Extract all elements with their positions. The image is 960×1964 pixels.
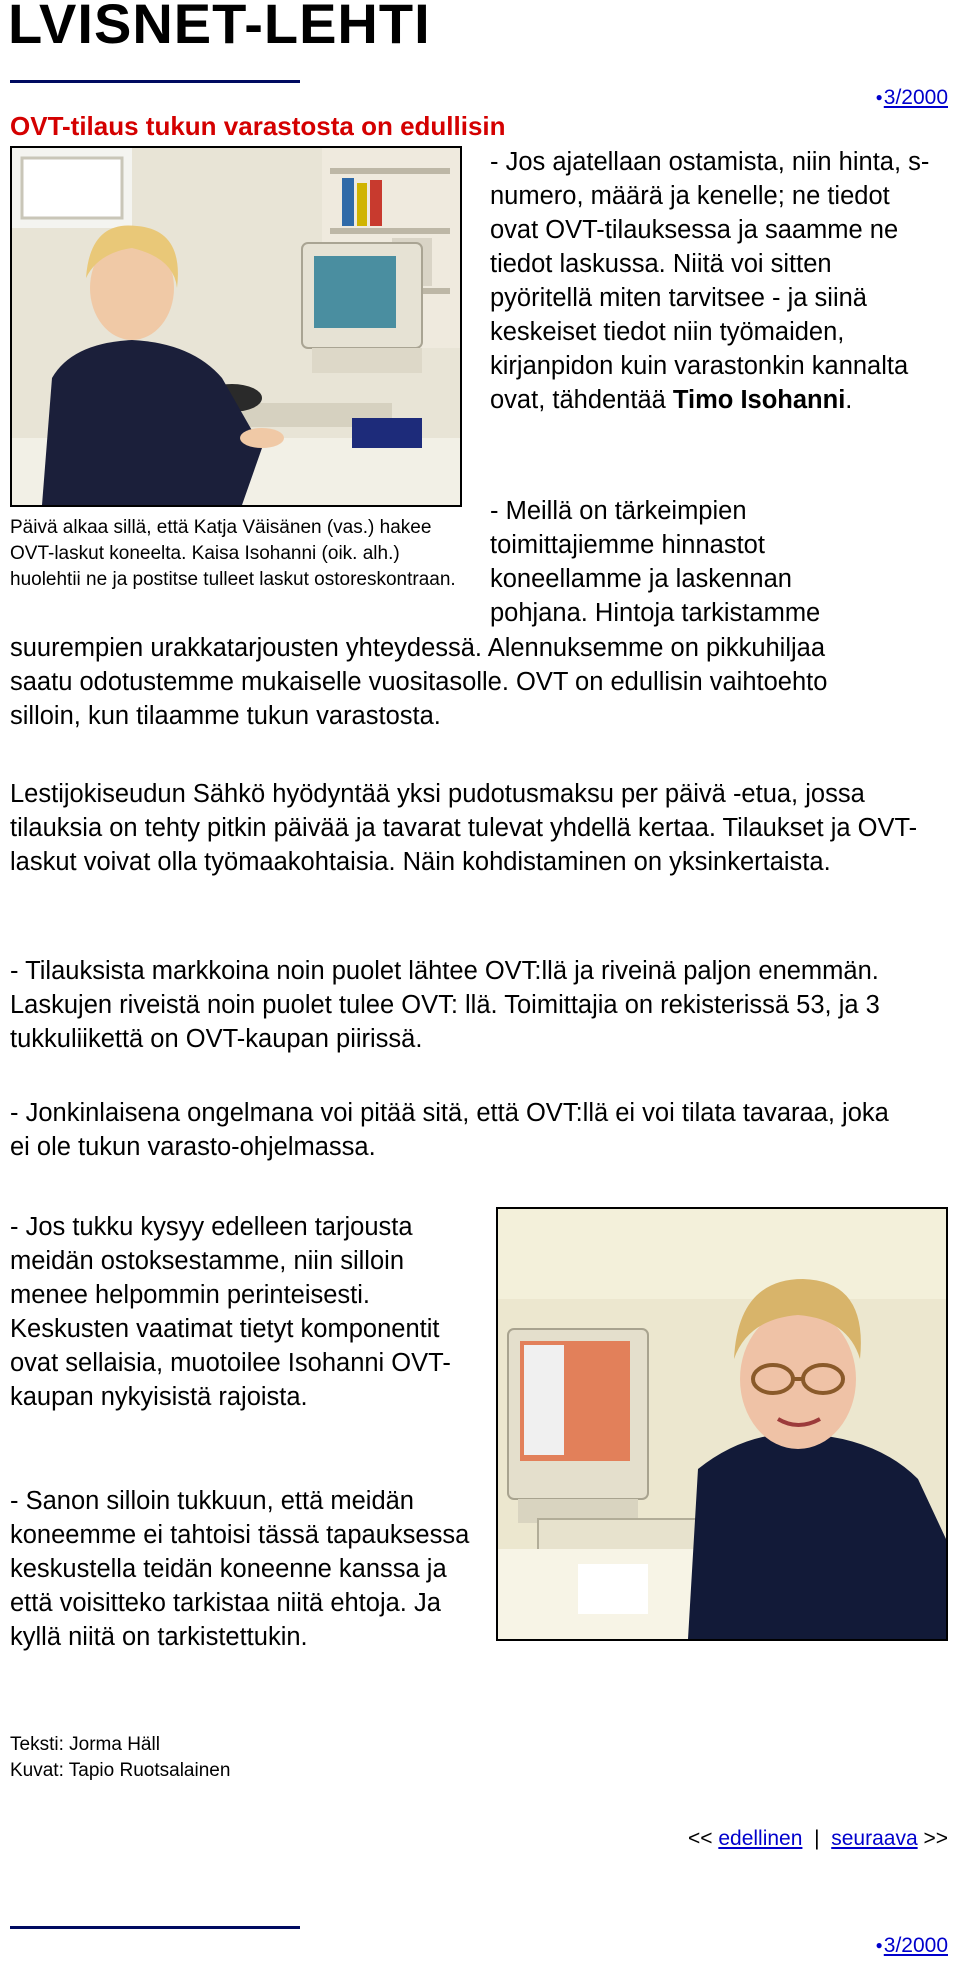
photo-1-illustration (12, 148, 460, 505)
prev-arrows: << (687, 1827, 713, 1850)
credit-text: Teksti: Jorma Häll (10, 1734, 160, 1755)
next-link[interactable]: seuraava (831, 1827, 918, 1850)
prev-link[interactable]: edellinen (718, 1827, 803, 1850)
paragraph-2-line: toimittajiemme hinnastot (490, 531, 765, 559)
footer-rule (10, 1926, 300, 1929)
paragraph-2-line: pohjana. Hintoja tarkistamme (490, 599, 821, 627)
paragraph-2-line: - Meillä on tärkeimpien (490, 497, 747, 525)
article-navigation (688, 1827, 948, 1851)
paragraph-3: Lestijokiseudun Sähkö hyödyntää yksi pudotusmaksu per päivä -etua, jossa tilauksia on tehty pitkin päivää ja tavarat tulevat yhdellä kertaa. Tilaukset ja OVT-laskut voivat olla työmaakohtaisia. Näin kohdistaminen on yksinkertaista. (10, 780, 918, 876)
quote-1-text: - Jos ajatellaan ostamista, niin hinta, s-numero, määrä ja kenelle; ne tiedot ovat OVT-tilauksessa ja saamme ne tiedot laskussa. Niitä voi sitten pyöritellä miten tarvitsee - ja siinä keskeiset tiedot niin työmaiden, kirjanpidon kuin varastonkin kannalta ovat, tähdentää (490, 148, 930, 414)
issue-link-label: 3/2000 (883, 1934, 948, 1957)
photo-woman-with-glasses (496, 1207, 948, 1641)
quote-1 (490, 145, 940, 417)
bullet-icon: ● (875, 90, 883, 104)
header-rule (10, 80, 300, 83)
issue-link-top[interactable] (876, 86, 948, 110)
credit-photos: Kuvat: Tapio Ruotsalainen (10, 1760, 231, 1781)
masthead-logo: LVISNET-LEHTI (8, 0, 431, 55)
paragraph-5: - Jonkinlaisena ongelmana voi pitää sitä, että OVT:llä ei voi tilata tavaraa, joka ei ole tukun varasto-ohjelmassa. (10, 1099, 889, 1161)
nav-separator: | (814, 1827, 820, 1850)
quote-1-period: . (845, 386, 853, 414)
issue-link-bottom[interactable] (876, 1934, 948, 1958)
photo-2-illustration (498, 1209, 946, 1639)
paragraph-2-rest: suurempien urakkatarjousten yhteydessä. Alennuksemme on pikkuhiljaa saatu odotustemme mukaiselle vuositasolle. OVT on edullisin vaihtoehto silloin, kun tilaamme tukun varastosta. (10, 634, 828, 730)
paragraph-6: - Jos tukku kysyy edelleen tarjousta meidän ostoksestamme, niin silloin menee helpommin perinteisesti. Keskusten vaatimat tietyt komponentit ovat sellaisia, muotoilee Isohanni OVT-kaupan nykyisistä rajoista. (10, 1213, 451, 1411)
photo-woman-at-computer (10, 146, 462, 507)
paragraph-7: - Sanon silloin tukkuun, että meidän koneemme ei tahtoisi tässä tapauksessa keskustella teidän koneenne kanssa ja että voisitteko tarkistaa niitä ehtoja. Ja kyllä niitä on tarkistettukin. (10, 1487, 470, 1651)
quote-1-speaker: Timo Isohanni (672, 386, 846, 414)
paragraph-4: - Tilauksista markkoina noin puolet lähtee OVT:llä ja riveinä paljon enemmän. Laskujen riveistä noin puolet tulee OVT: llä. Toimittajia on rekisterissä 53, ja 3 tukkuliikettä on OVT-kaupan piirissä. (10, 957, 880, 1053)
photo-1-caption: Päivä alkaa sillä, että Katja Väisänen (vas.) hakee OVT-laskut koneelta. Kaisa Isohanni (oik. alh.) huolehtii ne ja postitse tulleet laskut ostoreskontraan. (10, 517, 456, 590)
bullet-icon: ● (875, 1938, 883, 1952)
article-title: OVT-tilaus tukun varastosta on edullisin (10, 111, 506, 141)
issue-link-label: 3/2000 (883, 86, 948, 109)
next-arrows: >> (923, 1827, 948, 1850)
paragraph-2-line: koneellamme ja laskennan (490, 565, 792, 593)
